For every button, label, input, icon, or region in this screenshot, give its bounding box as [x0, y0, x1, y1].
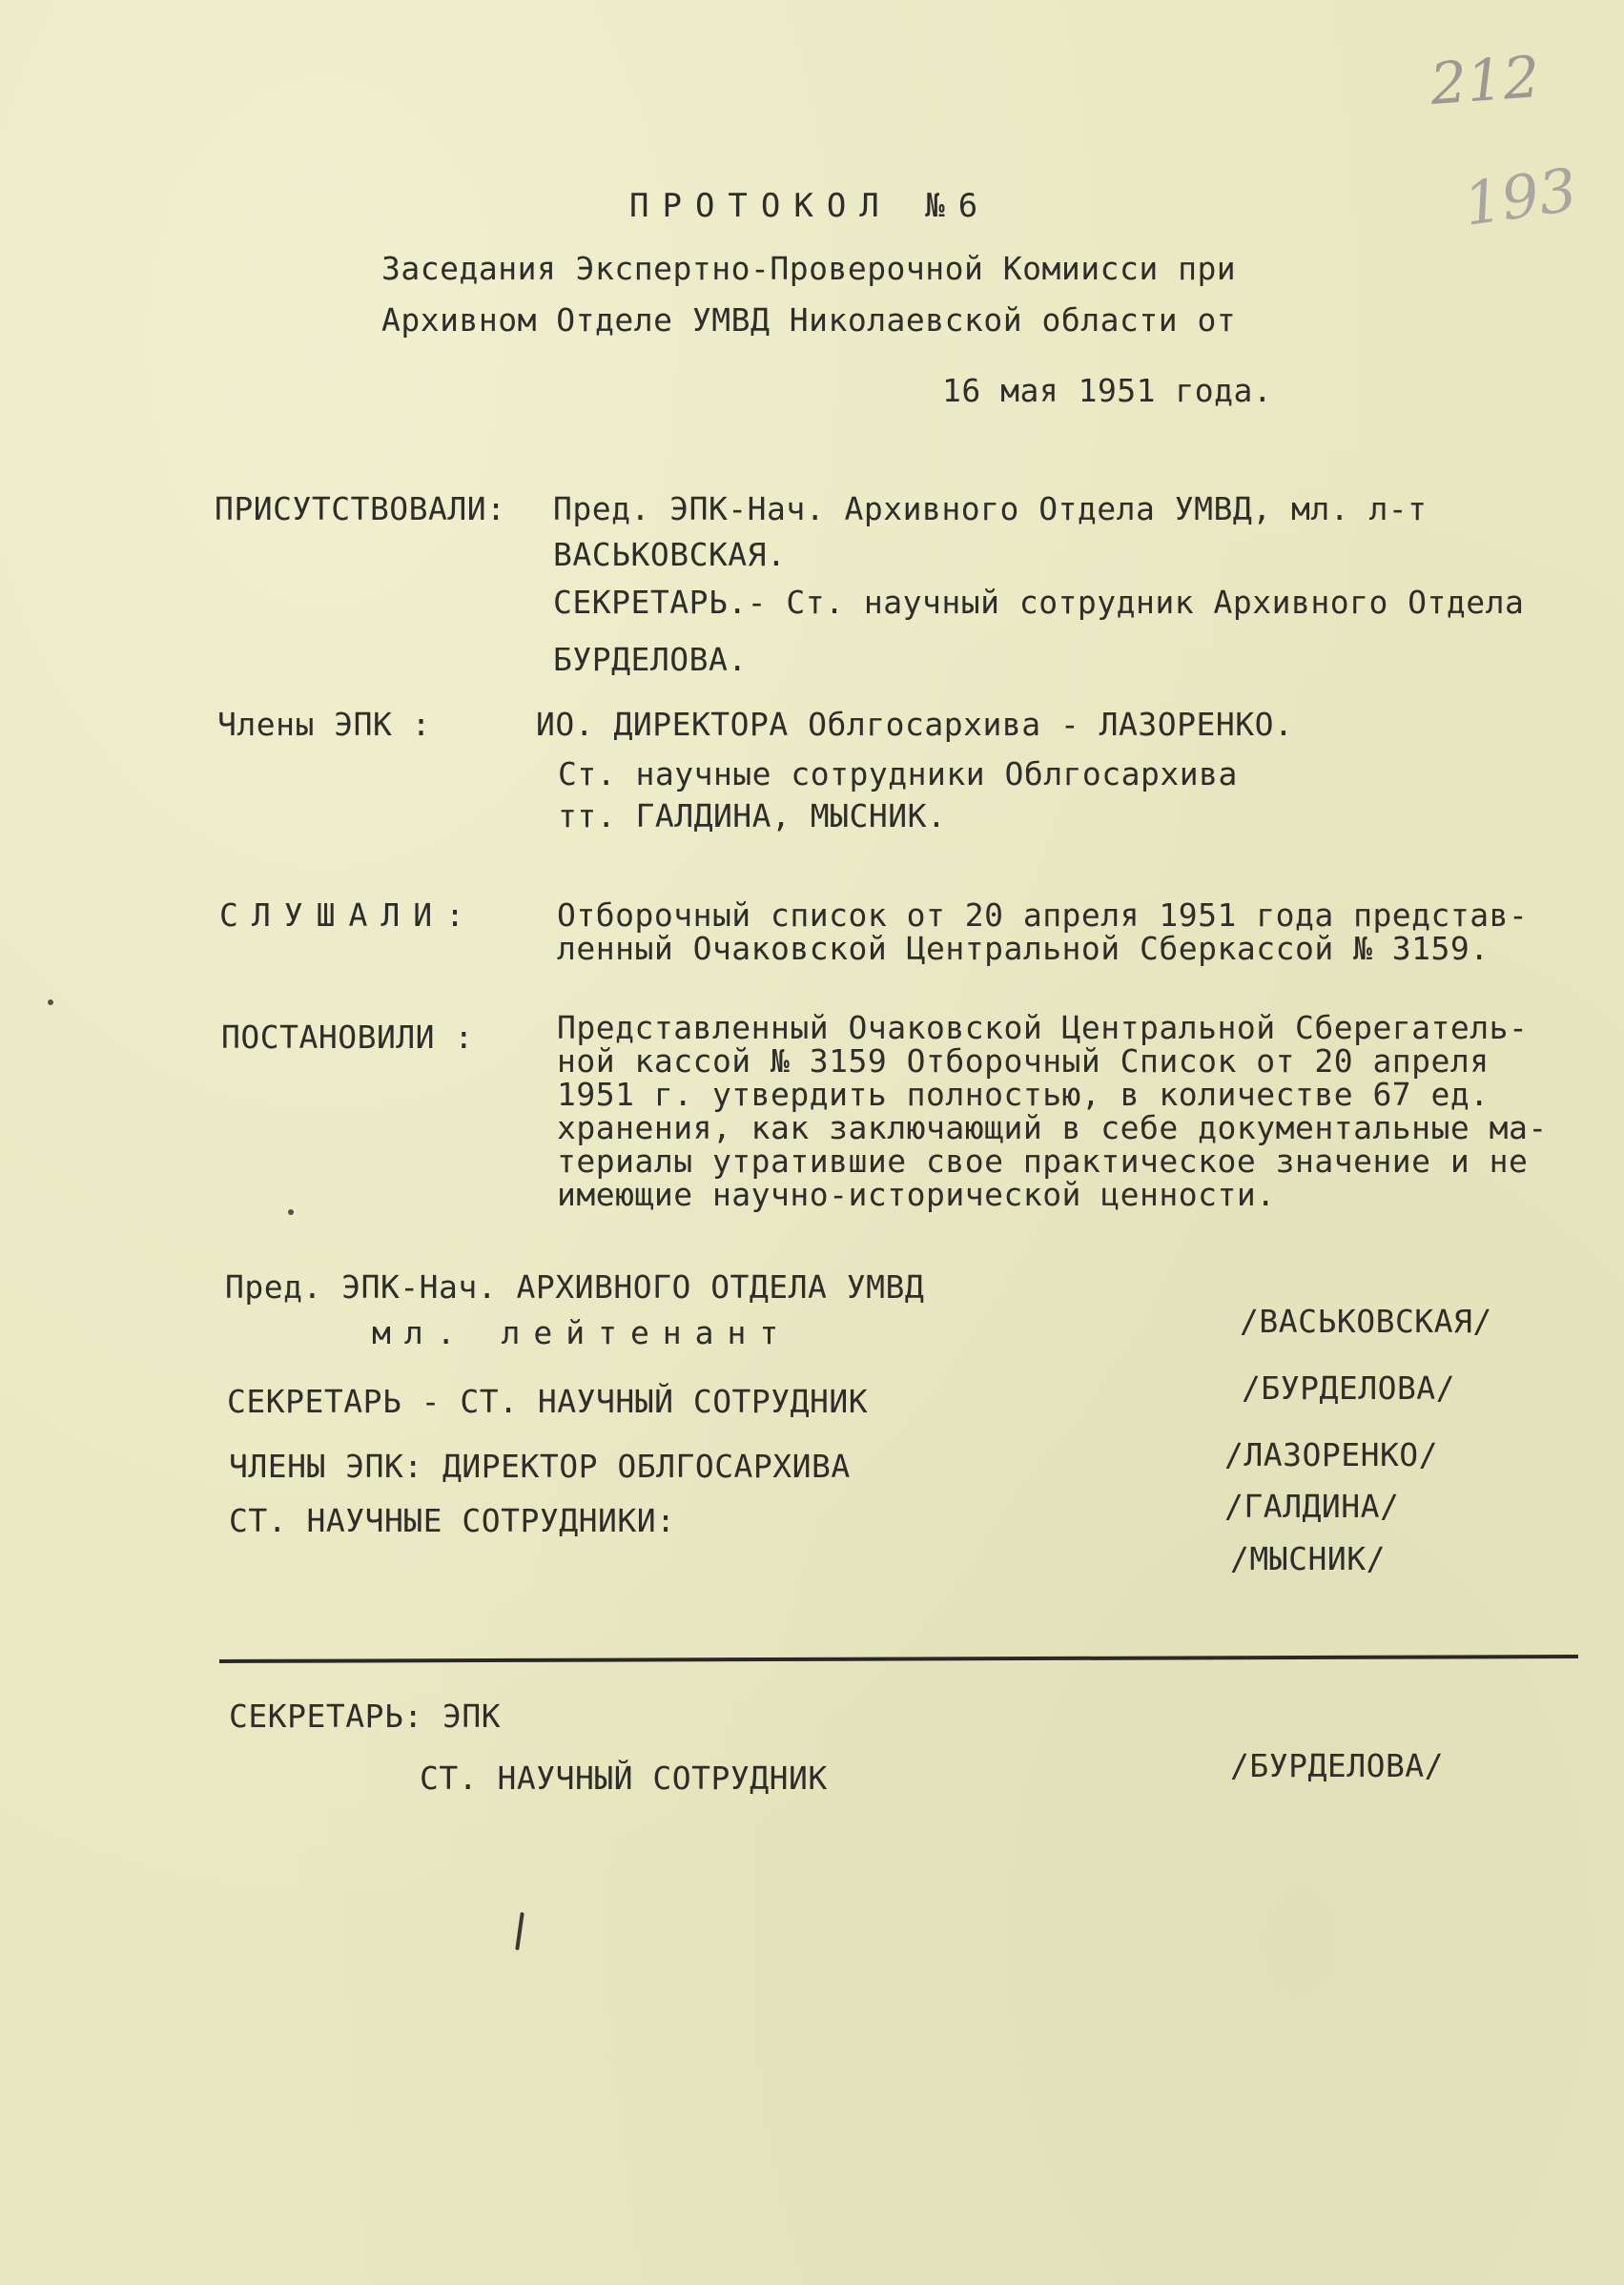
- resolved-line-4: хранения, как заключающий в себе документальные ма-: [557, 1109, 1548, 1146]
- footer-secretary-name: /БУРДЕЛОВА/: [1230, 1747, 1445, 1784]
- members-line-2: Ст. научные сотрудники Облгосархива: [558, 755, 1238, 793]
- sig-chair-line-1: Пред. ЭПК-Нач. АРХИВНОГО ОТДЕЛА УМВД: [225, 1268, 925, 1306]
- sig-chair-line-2: мл. лейтенант: [372, 1314, 792, 1351]
- page-number-handwritten: 193: [1459, 154, 1581, 239]
- resolved-line-2: ной кассой № 3159 Отборочный Список от 20 апреля: [557, 1042, 1490, 1080]
- sig-secretary-title: СЕКРЕТАРЬ - СТ. НАУЧНЫЙ СОТРУДНИК: [227, 1383, 869, 1420]
- sig-secretary-name: /БУРДЕЛОВА/: [1242, 1369, 1456, 1407]
- members-label: Члены ЭПК :: [217, 706, 432, 743]
- members-line-3: тт. ГАЛДИНА, МЫСНИК.: [558, 797, 947, 834]
- resolved-line-3: 1951 г. утвердить полностью, в количестве 67 ед.: [557, 1076, 1490, 1113]
- protocol-title: ПРОТОКОЛ №6: [629, 187, 992, 225]
- archive-number-top-right: 212: [1428, 44, 1542, 118]
- resolved-line-5: териалы утратившие свое практическое значение и не: [557, 1142, 1529, 1180]
- secretary-line-2: БУРДЕЛОВА.: [553, 641, 748, 678]
- chair-line-1: Пред. ЭПК-Нач. Архивного Отдела УМВД, мл. л-т: [553, 490, 1428, 527]
- sig-chair-name: /ВАСЬКОВСКАЯ/: [1240, 1303, 1492, 1340]
- heard-label: СЛУШАЛИ:: [219, 896, 478, 934]
- divider-line: [219, 1655, 1578, 1663]
- header-line-1: Заседания Экспертно-Проверочной Комиисси при: [381, 250, 1237, 287]
- sig-member3-name: /МЫСНИК/: [1230, 1540, 1386, 1577]
- resolved-label: ПОСТАНОВИЛИ :: [221, 1019, 474, 1056]
- header-date: 16 мая 1951 года.: [942, 372, 1273, 409]
- present-label: ПРИСУТСТВОВАЛИ:: [215, 490, 506, 527]
- footer-secretary-title: СТ. НАУЧНЫЙ СОТРУДНИК: [420, 1760, 828, 1797]
- sig-member1-name: /ЛАЗОРЕНКО/: [1224, 1436, 1439, 1473]
- speck-mark: [48, 999, 53, 1005]
- stray-pen-mark: [515, 1912, 524, 1950]
- chair-line-2: ВАСЬКОВСКАЯ.: [553, 536, 787, 573]
- heard-line-1: Отборочный список от 20 апреля 1951 года представ-: [557, 896, 1529, 934]
- header-line-2: Архивном Отделе УМВД Николаевской области от: [381, 301, 1237, 339]
- resolved-line-6: имеющие научно-исторической ценности.: [557, 1176, 1276, 1213]
- resolved-line-1: Представленный Очаковской Центральной Сберегатель-: [557, 1009, 1529, 1046]
- heard-line-2: ленный Очаковской Центральной Сберкассой № 3159.: [557, 930, 1490, 967]
- members-line-1: ИО. ДИРЕКТОРА Облгосархива - ЛАЗОРЕНКО.: [536, 706, 1294, 743]
- sig-member2-name: /ГАЛДИНА/: [1224, 1488, 1400, 1525]
- footer-secretary-label: СЕКРЕТАРЬ: ЭПК: [229, 1698, 502, 1735]
- secretary-line-1: СЕКРЕТАРЬ.- Ст. научный сотрудник Архивного Отдела: [553, 584, 1525, 621]
- sig-members-title: ЧЛЕНЫ ЭПК: ДИРЕКТОР ОБЛГОСАРХИВА: [229, 1448, 851, 1485]
- sig-staff-title: СТ. НАУЧНЫЕ СОТРУДНИКИ:: [229, 1502, 676, 1539]
- speck-mark: [288, 1209, 294, 1215]
